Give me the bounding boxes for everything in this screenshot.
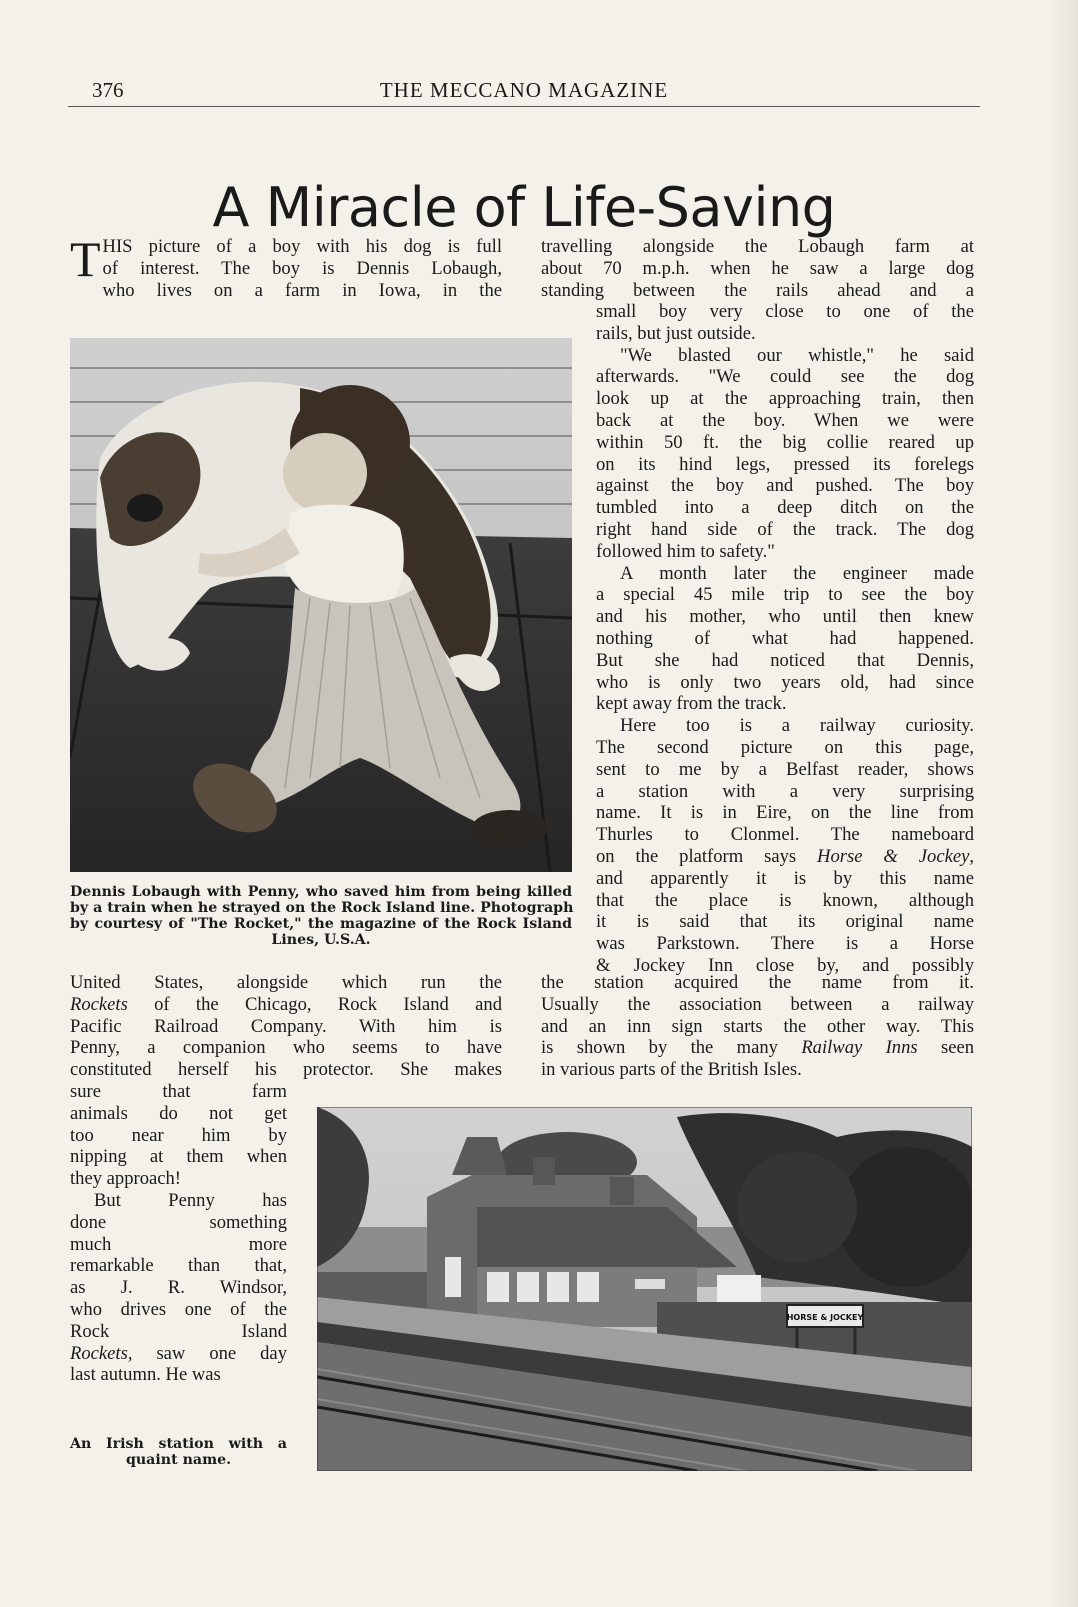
text-line: But Penny has — [94, 1189, 287, 1211]
column1-intro — [70, 231, 502, 301]
text-line: animals do not get — [70, 1102, 287, 1124]
station-caption — [70, 1436, 287, 1468]
text-line: Pacific Railroad Company. With him is — [70, 1015, 502, 1037]
column2-story — [596, 301, 974, 977]
text-line: "We blasted our whistle," he said — [620, 344, 974, 366]
column2-ending — [541, 972, 974, 1081]
text-line: United States, alongside which run the — [70, 972, 502, 993]
text-line: and his mother, who until then knew — [596, 606, 974, 628]
text-line: within 50 ft. the big collie reared up — [596, 431, 974, 453]
text-line: Rock Island — [70, 1320, 287, 1342]
text-line: remarkable than that, — [70, 1255, 287, 1277]
station-photo — [317, 1107, 972, 1471]
text-line: tumbled into a deep ditch on the — [596, 497, 974, 519]
text-line: The second picture on this page, — [596, 736, 974, 758]
text-line: it is said that its original name — [596, 911, 974, 933]
text-line: of interest. The boy is Dennis Lobaugh, — [102, 257, 502, 279]
page-edge-shadow — [1048, 0, 1078, 1607]
article-title: A Miracle of Life-Saving — [212, 176, 836, 240]
text-line: on the platform says Horse & Jockey, — [596, 845, 974, 867]
caption-line: Dennis Lobaugh with Penny, who saved him from being killed — [70, 884, 572, 900]
text-line: a special 45 mile trip to see the boy — [596, 584, 974, 606]
boy-dog-caption — [70, 884, 572, 948]
text-line: in various parts of the British Isles. — [541, 1059, 802, 1081]
text-line: constituted herself his protector. She makes — [70, 1059, 502, 1081]
page-number: 376 — [92, 78, 124, 102]
text-line: name. It is in Eire, on the line from — [596, 802, 974, 824]
text-line: as J. R. Windsor, — [70, 1277, 287, 1299]
text-line: Rockets, saw one day — [70, 1342, 287, 1364]
text-line: they approach! — [70, 1168, 181, 1190]
text-line: HIS picture of a boy with his dog is full — [102, 236, 502, 257]
boy-dog-photo — [70, 338, 572, 872]
text-line: Penny, a companion who seems to have — [70, 1037, 502, 1059]
column2-intro — [541, 236, 974, 301]
text-line: that the place is known, although — [596, 889, 974, 911]
caption-line: by a train when he strayed on the Rock Island line. Photograph — [70, 900, 574, 916]
text-line: nothing of what had happened. — [596, 627, 974, 649]
text-line: travelling alongside the Lobaugh farm at — [541, 236, 974, 257]
text-line: standing between the rails ahead and a — [541, 279, 974, 301]
text-line: nipping at them when — [70, 1146, 287, 1168]
text-line: A month later the engineer made — [620, 562, 974, 584]
text-line: and apparently it is by this name — [596, 867, 974, 889]
text-line: But she had noticed that Dennis, — [596, 649, 974, 671]
text-line: was Parkstown. There is a Horse — [596, 933, 974, 955]
text-line: done something — [70, 1211, 287, 1233]
text-line: look up at the approaching train, then — [596, 388, 974, 410]
text-line: Thurles to Clonmel. The nameboard — [596, 824, 974, 846]
column1-narrow — [70, 1081, 287, 1386]
text-line: who drives one of the — [70, 1298, 287, 1320]
text-line: & Jockey Inn close by, and possibly — [596, 954, 974, 976]
page-header — [68, 72, 980, 107]
text-line: Usually the association between a railway — [541, 993, 974, 1015]
text-line: rails, but just outside. — [596, 322, 756, 344]
magazine-title: THE MECCANO MAGAZINE — [379, 78, 669, 102]
station-photo-illustration — [317, 1107, 972, 1471]
column1-middle — [70, 972, 502, 1081]
text-line: back at the boy. When we were — [596, 409, 974, 431]
nameboard-text: HORSE & JOCKEY — [786, 1313, 864, 1322]
text-line: right hand side of the track. The dog — [596, 518, 974, 540]
caption-line: by courtesy of "The Rocket," the magazine of the Rock Island — [70, 916, 572, 932]
caption-line: Lines, U.S.A. — [271, 932, 371, 948]
text-line: the station acquired the name from it. — [541, 972, 974, 993]
text-line: who lives on a farm in Iowa, in the — [102, 279, 502, 301]
text-line: sure that farm — [70, 1081, 287, 1102]
text-line: and an inn sign starts the other way. This — [541, 1015, 974, 1037]
text-line: about 70 m.p.h. when he saw a large dog — [541, 257, 974, 279]
text-line: small boy very close to one of the — [596, 301, 974, 322]
text-line: Here too is a railway curiosity. — [620, 715, 974, 737]
text-line: afterwards. "We could see the dog — [596, 366, 974, 388]
text-line: a station with a very surprising — [596, 780, 974, 802]
boy-dog-photo-illustration — [70, 338, 572, 872]
caption-line: quaint name. — [125, 1452, 232, 1468]
dropcap: T — [70, 231, 101, 287]
text-line: too near him by — [70, 1124, 287, 1146]
text-line: on its hind legs, pressed its forelegs — [596, 453, 974, 475]
caption-line: An Irish station with a — [70, 1436, 287, 1452]
text-line: Rockets of the Chicago, Rock Island and — [70, 993, 502, 1015]
text-line: kept away from the track. — [596, 693, 787, 715]
text-line: is shown by the many Railway Inns seen — [541, 1037, 975, 1059]
text-line: much more — [70, 1233, 287, 1255]
text-line: followed him to safety." — [596, 540, 775, 562]
text-line: sent to me by a Belfast reader, shows — [596, 758, 974, 780]
text-line: last autumn. He was — [70, 1364, 221, 1386]
text-line: who is only two years old, had since — [596, 671, 974, 693]
text-line: against the boy and pushed. The boy — [596, 475, 974, 497]
